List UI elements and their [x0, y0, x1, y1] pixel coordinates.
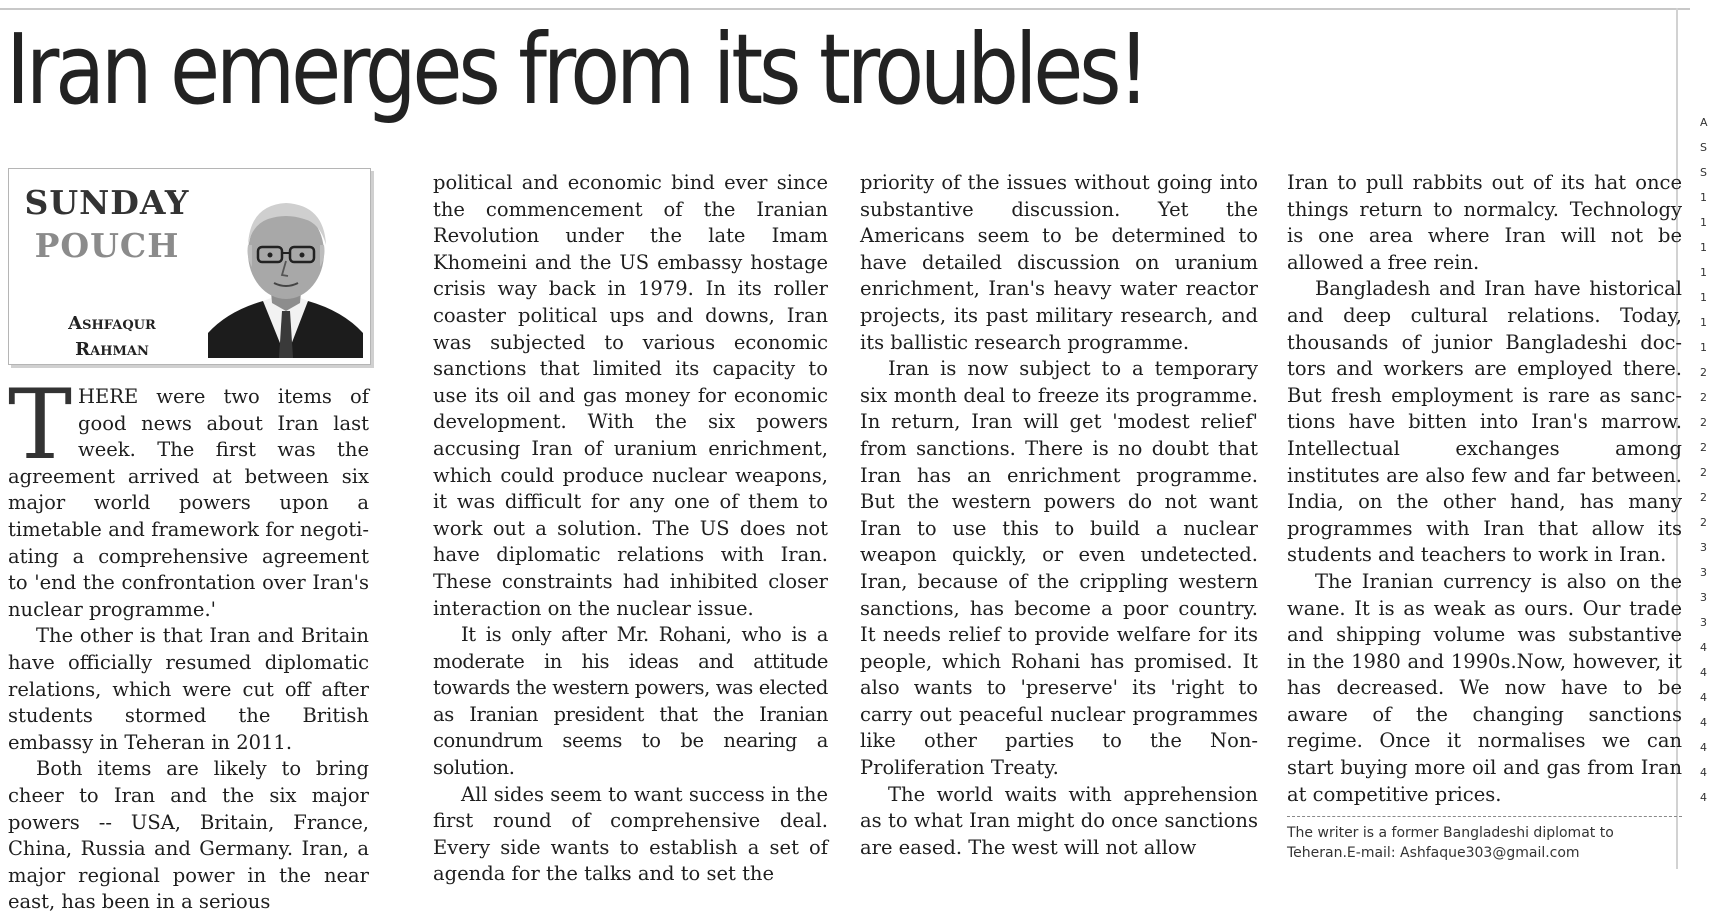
paragraph: political and economic bind ever since the commencement of the Iranian Revolution under the late Imam Khomeini and the US embassy hostage crisis way back in 1979. In its roller coaster political ups and downs, Iran was subjected to various economic sanctions that limited its capacity to use its oil and gas money for economic development. With the six powers accusing Iran of uranium enrichment, which could produce nuclear weapons, it was difficult for any one of them to work out a solution. The US does not have diplomatic relations with Iran. These constraints had inhibited closer interaction on the nuclear issue. — [433, 171, 828, 620]
paragraph: The Iranian currency is also on the wane. It is as weak as ours. Our trade and shipping volume was substantive in the 1980 and 1990s.Now, however, it has decreased. We now have to be aware of the changing sanctions regime. Once it normalises we can start buying more oil and gas from Iran at competitive prices. — [1287, 569, 1682, 806]
paragraph: The other is that Iran and Britain have officially resumed diplomatic relations, which were cut off after students stormed the British embassy in Teheran in 2011. — [8, 624, 369, 754]
paragraph: The world waits with apprehension as to what Iran might do once sanctions are eased. The west will not allow — [860, 782, 1258, 859]
article-column-1 — [8, 369, 369, 916]
adjacent-column-fragment: A S S 1 1 1 1 1 1 1 2 2 2 2 2 2 2 3 3 3 3 4 4 4 4 4 4 4 — [1700, 116, 1708, 804]
headline: Iran emerges from its troubles! — [6, 13, 1146, 126]
article-column-2 — [433, 170, 828, 888]
column-title-pouch: POUCH — [34, 226, 180, 265]
article-column-4 — [1287, 170, 1682, 863]
paragraph: Both items are likely to bring cheer to Iran and the six major powers -- USA, Britain, France, China, Russia and Germany. Iran, a major regional power in the near east, has been in a serious — [8, 757, 369, 914]
paragraph: It is only after Mr. Rohani, who is a moderate in his ideas and attitude towards the western powers, was elected as Iranian president that the Iranian conundrum seems to be nearing a solution. — [433, 623, 828, 780]
column-title-sunday: SUNDAY — [24, 183, 190, 222]
paragraph: Bangladesh and Iran have historical and deep cultural relations. Today, thousands of junior Bangladeshi doctors and workers are employed there. But fresh employment is rare as sanctions have bitten into Iran's marrow. Intellectual exchanges among institutes are also few and far between. India, on the other hand, has many programmes with Iran that allow its students and teachers to work in Iran. — [1287, 277, 1682, 567]
article-column-3 — [860, 170, 1258, 861]
paragraph: Iran is now subject to a temporary six month deal to freeze its programme. In return, Iran will get 'modest relief' from sanctions. There is no doubt that Iran has an enrichment programme. But the western powers do not want Iran to use this to build a nuclear weapon quickly, or even undetected. Iran, because of the crippling western sanctions, has become a poor country. It needs relief to provide welfare for its people, which Rohani has promised. It also wants to 'preserve' its 'right to carry out peaceful nuclear programmes like other parties to the Non-Proliferation Treaty. — [860, 357, 1258, 780]
author-footnote: The writer is a former Bangladeshi diplomat to Teheran.E-mail: Ashfaque303@gmail.com — [1287, 825, 1614, 862]
top-rule — [0, 8, 1690, 10]
paragraph: priority of the issues without going into substantive discussion. Yet the Americans seem to be determined to have detailed discussion on uranium enrichment, Iran's heavy water reactor projects, its past military research, and its ballistic research programme. — [860, 171, 1258, 354]
author-portrait-icon — [208, 183, 363, 358]
paragraph: All sides seem to want success in the first round of comprehensive deal. Every side wants to establish a set of agenda for the talks and to set the — [433, 782, 828, 886]
paragraph-lead-text: HERE were two items of good news about Iran last week. The first was the agreement arrived at between six major world powers upon a timetable and framework for negotiating a comprehensive agreement to 'end the confrontation over Iran's nuclear programme.' — [8, 385, 369, 621]
author-first-name: Ashfaqur — [68, 313, 156, 334]
drop-cap: T — [8, 369, 73, 481]
paragraph-lead — [8, 369, 369, 623]
author-last-name: Rahman — [75, 339, 149, 360]
column-header-box — [8, 168, 371, 365]
paragraph: Iran to pull rabbits out of its hat once things return to normalcy. Technology is one area where Iran will not be allowed a free rein. — [1287, 171, 1682, 274]
footnote-divider — [1287, 816, 1682, 817]
